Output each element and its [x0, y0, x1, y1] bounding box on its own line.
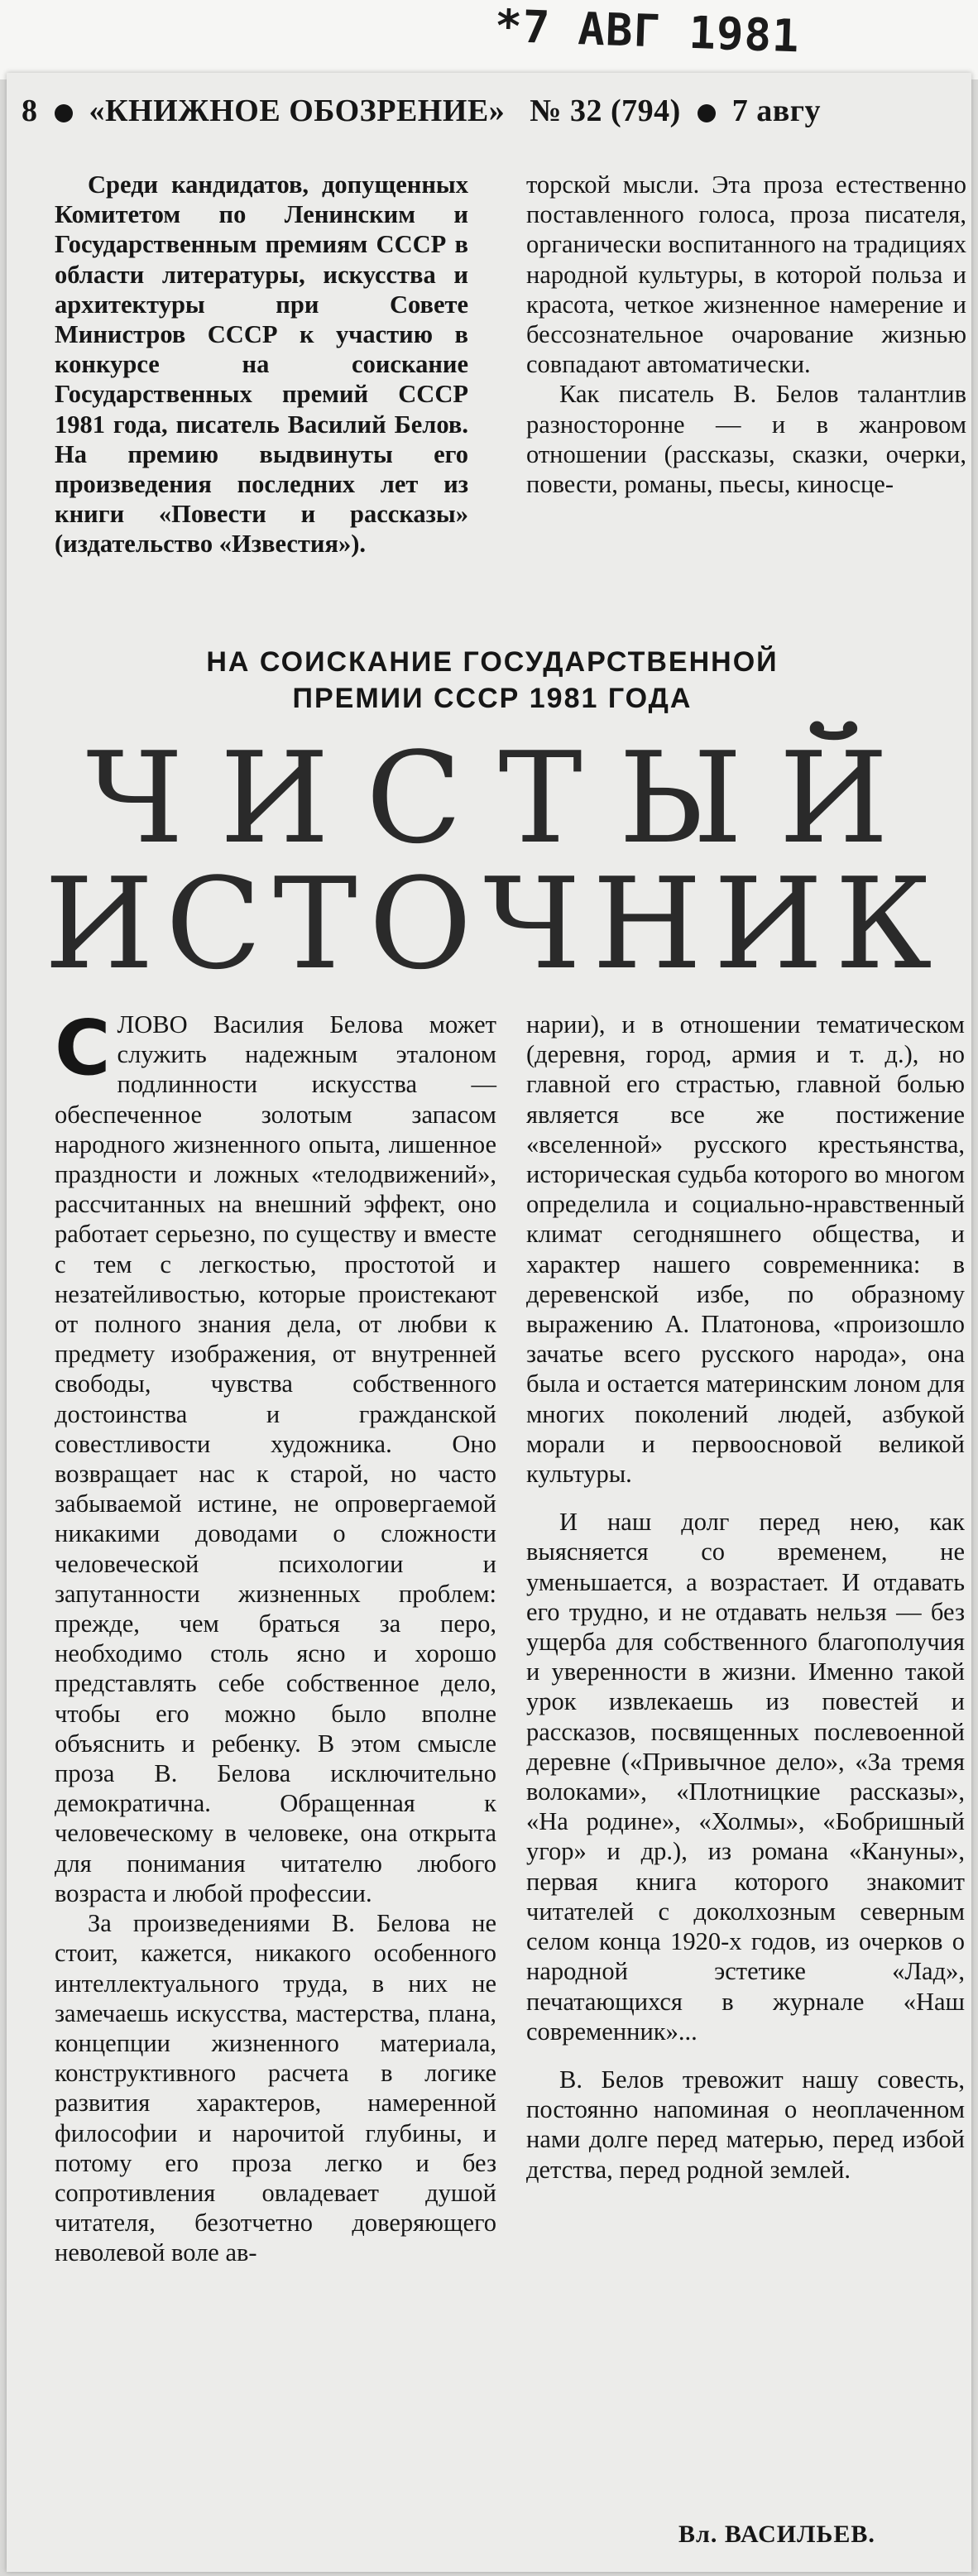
page-number: 8: [22, 94, 38, 128]
body-paragraph-3: нарии), и в отношении тематическом (деревня, город, армия и т. д.), но главной его страстью, главной болью является все же постижение «вселенной» русского крестьянства, историческая судьба которого во многом определила и социально-нравственный климат сегодняшнего общества, и характер нашего современника: в деревенской избе, по образному выражению А. Платонова, «произошло зачатье всего русского народа», она была и остается материнским лоном для многих поколений людей, азбукой морали и первоосновой великой культуры.: [526, 1010, 965, 1489]
author-signature: Вл. ВАСИЛЬЕВ.: [678, 2521, 875, 2548]
rubric-line-2: ПРЕМИИ СССР 1981 ГОДА: [292, 683, 693, 714]
bullet-icon: [55, 104, 73, 122]
body-left-column: [55, 1004, 496, 2268]
issue-date: 7 авгу: [731, 94, 822, 128]
body-paragraph-1: [55, 1004, 496, 1908]
page-header: [22, 93, 973, 129]
intro-column: [55, 170, 468, 559]
rubric-line-1: НА СОИСКАНИЕ ГОСУДАРСТВЕННОЙ: [206, 646, 779, 678]
issue-number: № 32 (794): [530, 94, 681, 128]
body-right-column: [526, 1010, 965, 2185]
body-paragraph-4: И наш долг перед нею, как выясняется со временем, не уменьшается, а возрастает. И отдавать его трудно, и не отдавать нельзя — без ущерба для собственного благополучия и уверенности в жизни. Именно такой урок извлекаешь из повестей и рассказов, посвященных послевоенной деревне («Привычное дело», «За тремя волоками», «Плотницкие рассказы», «На родине», «Холмы», «Бобришный угор» и др.), из романа «Кануны», первая книга которого знакомит читателей с доколхозным северным селом конца 1920-х годов, из очерков о народной эстетике «Лад», печатающихся в журнале «Наш современник»...: [526, 1508, 965, 2046]
intro-right-column: [526, 170, 966, 499]
body-paragraph-2: За произведениями В. Белова не стоит, кажется, никакого особенного интеллектуального труда, в них не замечаешь искусства, мастерства, плана, концепции жизненного материала, конструктивного расчета в логике развития характеров, намеренной философии и нарочитой глубины, и потому его проза легко и без сопротивления овладевает душой читателя, безотчетно доверяющего неволевой воле ав-: [55, 1909, 496, 2267]
body-paragraph-1-text: ЛОВО Василия Белова может служить надежным эталоном подлинности искусства — обеспеченное золотым запасом народного жизненного опыта, лишенное праздности и ложных «телодвижений», рассчитанных на внешний эффект, оно работает серьезно, по существу и вместе с тем с легкостью, простотой и незатейливостью, которые проистекают от полного знания дела, от любви к предмету изображения, от внутренней свободы, чувства собственного достоинства и гражданской совестливости художника. Оно возвращает нас к старой, но часто забываемой истине, не опровергаемой никакими доводами о сложности человеческой психологии и запутанности жизненных проблем: прежде, чем браться за перо, необходимо столь ясно и хорошо представлять себе собственное дело, чтобы его можно было вполне объяснить и ребенку. В этом смысле проза В. Белова исключительно демократична. Обращенная к человеческому в человеке, она открыта для понимания читателю любого возраста и любой профессии.: [55, 1010, 496, 1907]
intro-right-paragraph-1: торской мысли. Эта проза естественно поставленного голоса, проза писателя, органически воспитанного на традициях народной культуры, в которой польза и красота, четкое жизненное намерение и бессознательное очарование жизнью совпадают автоматически.: [526, 170, 966, 379]
body-paragraph-5: В. Белов тревожит нашу совесть, постоянно напоминая о неоплаченном нами долге перед матерью, перед избой детства, перед родной землей.: [526, 2065, 965, 2184]
article-title-line-2: ИСТОЧНИК: [44, 851, 944, 997]
clipping-top-margin: [0, 0, 978, 79]
newspaper-name: «КНИЖНОЕ ОБОЗРЕНИЕ»: [89, 94, 506, 128]
intro-bold-paragraph: Среди кандидатов, допущенных Комитетом по Ленинским и Государственным премиям СССР в области литературы, искусства и архитектуры при Совете Министров СССР к участию в конкурсе на соискание Государственных премий СССР 1981 года, писатель Василий Белов. На премию выдвинуты его произведения последних лет из книги «Повести и рассказы» (издательство «Известия»).: [55, 170, 468, 559]
article-title-line-1: ЧИСТЫЙ: [86, 725, 925, 871]
drop-cap: С: [55, 1004, 111, 1092]
rubric: [74, 644, 910, 717]
date-stamp: *7 АВГ 1981: [494, 0, 801, 63]
intro-right-paragraph-2: Как писатель В. Белов талантлив разносторонне — и в жанровом отношении (рассказы, сказки, очерки, повести, романы, пьесы, киносце-: [526, 380, 966, 499]
bullet-icon: [698, 104, 716, 122]
